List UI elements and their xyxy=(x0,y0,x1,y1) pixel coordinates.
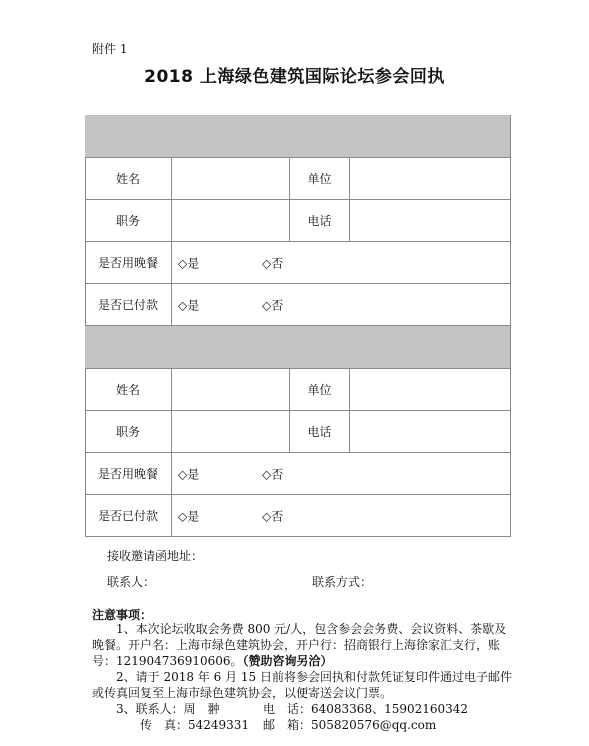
paid-options-cell xyxy=(172,284,511,326)
dinner-options-cell xyxy=(172,453,511,495)
phone-label: 电话 xyxy=(290,200,350,242)
contact-email: 邮 箱：505820576@qq.com xyxy=(263,718,437,732)
position-input-cell[interactable] xyxy=(172,411,290,453)
section-header-bar xyxy=(85,326,511,369)
unit-label: 单位 xyxy=(290,369,350,411)
dinner-label: 是否用晚餐 xyxy=(85,242,172,284)
section-header-bar xyxy=(85,115,511,158)
position-input-cell[interactable] xyxy=(172,200,290,242)
phone-label: 电话 xyxy=(290,411,350,453)
note-sponsor-text: （赞助咨询另洽） xyxy=(242,654,333,668)
paid-options-cell xyxy=(172,495,511,537)
contact-fax: 传 真：54249331 xyxy=(140,718,250,732)
paid-no-option[interactable]: ◇否 xyxy=(262,298,284,312)
dinner-label: 是否用晚餐 xyxy=(85,453,172,495)
contact-method-label: 联系方式： xyxy=(312,575,373,589)
phone-input-cell[interactable] xyxy=(350,411,511,453)
name-input-cell[interactable] xyxy=(172,158,290,200)
contact-person: 3、联系人：周 翀 xyxy=(116,702,220,716)
name-label: 姓名 xyxy=(85,369,172,411)
document-title: 2018 上海绿色建筑国际论坛参会回执 xyxy=(144,67,445,87)
name-input-cell[interactable] xyxy=(172,369,290,411)
note-item-fee xyxy=(92,621,514,669)
name-label: 姓名 xyxy=(85,158,172,200)
paid-label: 是否已付款 xyxy=(85,495,172,537)
paid-no-option[interactable]: ◇否 xyxy=(262,509,284,523)
dinner-yes-option[interactable]: ◇是 xyxy=(178,256,200,270)
attachment-label: 附件 1 xyxy=(92,42,128,56)
position-label: 职务 xyxy=(85,200,172,242)
position-label: 职务 xyxy=(85,411,172,453)
contact-label: 联系人： xyxy=(107,575,156,589)
unit-label: 单位 xyxy=(290,158,350,200)
paid-label: 是否已付款 xyxy=(85,284,172,326)
unit-input-cell[interactable] xyxy=(350,158,511,200)
dinner-no-option[interactable]: ◇否 xyxy=(262,467,284,481)
dinner-yes-option[interactable]: ◇是 xyxy=(178,467,200,481)
note-item-deadline: 2、请于 2018 年 6 月 15 日前将参会回执和付款凭证复印件通过电子邮件或传真回复至上海市绿色建筑协会，以便寄送会议门票。 xyxy=(92,670,512,700)
contact-phone: 电 话：64083368、15902160342 xyxy=(263,702,469,716)
notes-title: 注意事项： xyxy=(92,608,153,622)
note-fee-text: 1、本次论坛收取会务费 800 元/人，包含参会会务费、会议资料、茶歇及晚餐。开户名：上海市绿色建筑协会，开户行：招商银行上海徐家汇支行，账号：121904736910606。 xyxy=(92,622,507,668)
dinner-options-cell xyxy=(172,242,511,284)
phone-input-cell[interactable] xyxy=(350,200,511,242)
dinner-no-option[interactable]: ◇否 xyxy=(262,256,284,270)
address-label: 接收邀请函地址： xyxy=(107,549,204,563)
paid-yes-option[interactable]: ◇是 xyxy=(178,509,200,523)
unit-input-cell[interactable] xyxy=(350,369,511,411)
paid-yes-option[interactable]: ◇是 xyxy=(178,298,200,312)
